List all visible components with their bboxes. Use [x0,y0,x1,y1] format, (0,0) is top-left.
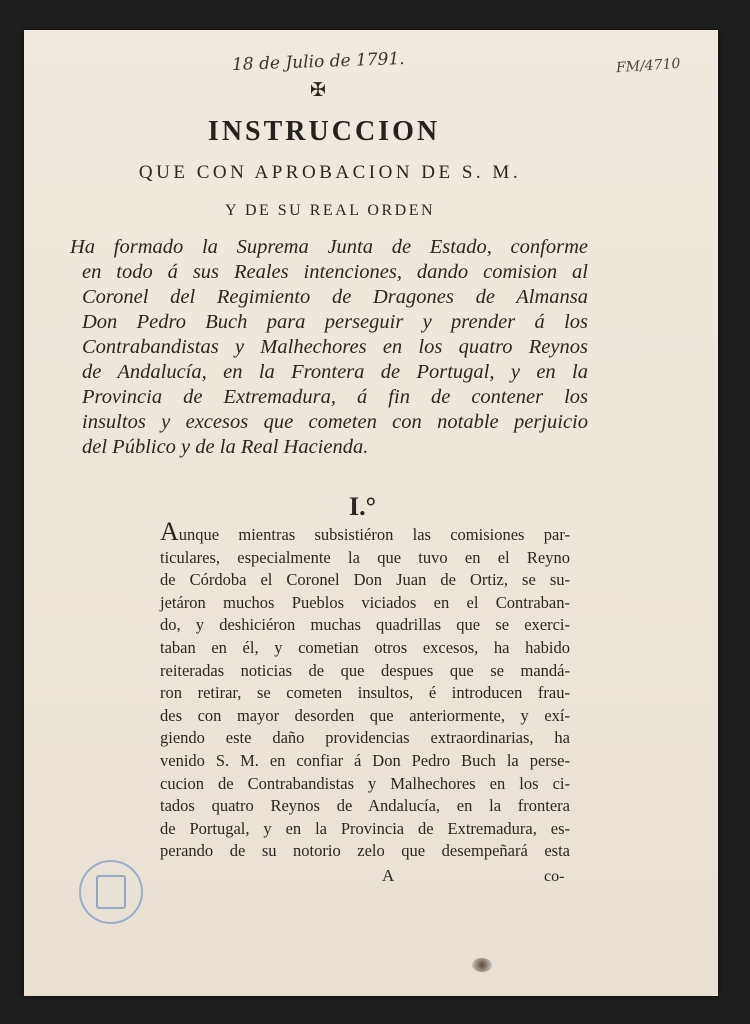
body-line: venido S. M. en confiar á Don Pedro Buch la perse- [160,750,570,770]
document-subtitle-second: Y DE SU REAL ORDEN [224,202,436,219]
body-line: perando de su notorio zelo que desempeñará esta [160,841,570,861]
intro-line: del Público y de la Real Hacienda. [82,436,369,458]
intro-line: de Andalucía, en la Frontera de Portugal, y en la [82,361,588,383]
body-line: tados quatro Reynos de Andalucía, en la frontera [160,796,570,816]
intro-line: Provincia de Extremadura, á fin de contener los [82,386,588,408]
document-subtitle: QUE CON APROBACION DE S. M. [138,162,522,183]
signature-mark: A [382,866,395,885]
handwritten-date: 18 de Julio de 1791. [231,48,405,76]
catchword: co- [544,868,565,885]
body-line: des con mayor desorden que anteriormente, y exí- [160,705,570,725]
body-line: taban en él, y cometian otros excesos, ha habido [160,637,570,657]
section-number: I.° [349,492,377,521]
intro-line: Coronel del Regimiento de Dragones de Almansa [82,286,588,308]
paper-stain [472,958,492,972]
section-body [160,517,570,863]
body-line: giendo este daño providencias extraordinarias, ha [160,728,570,748]
body-line: de Córdoba el Coronel Don Juan de Ortiz, se su- [160,570,570,590]
document-page [24,30,718,996]
stamp-emblem-icon [96,875,126,909]
body-line: cucion de Contrabandistas y Malhechores en los ci- [160,773,570,793]
body-line: jetáron muchos Pueblos viciados en el Contraban- [160,592,570,612]
body-line: de Portugal, y en la Provincia de Extremadura, es- [160,818,570,838]
document-title: INSTRUCCION [207,116,441,147]
intro-line: Ha formado la Suprema Junta de Estado, conforme [70,236,588,258]
body-line: do, y deshiciéron muchas quadrillas que se exerci- [160,615,570,635]
intro-line: insultos y excesos que cometen con notable perjuicio [82,411,588,433]
body-line: ticulares, especialmente la que tuvo en el Reyno [160,547,570,567]
body-line: unque mientras subsistiéron las comisiones par- [178,525,570,544]
cross-ornament-icon: ✠ [310,80,326,101]
intro-paragraph [68,235,588,460]
intro-line: Contrabandistas y Malhechores en los quatro Reynos [82,336,588,358]
intro-line: Don Pedro Buch para perseguir y prender á los [82,311,588,333]
drop-cap: A [160,517,179,546]
library-stamp-icon [79,860,143,924]
shelfmark-annotation: FM/4710 [615,55,681,77]
intro-line: en todo á sus Reales intenciones, dando comision al [82,261,588,283]
body-first-line [160,517,570,547]
body-line: reiteradas noticias de que despues que se mandá- [160,660,570,680]
body-line: ron retirar, se cometen insultos, é introducen frau- [160,683,570,703]
